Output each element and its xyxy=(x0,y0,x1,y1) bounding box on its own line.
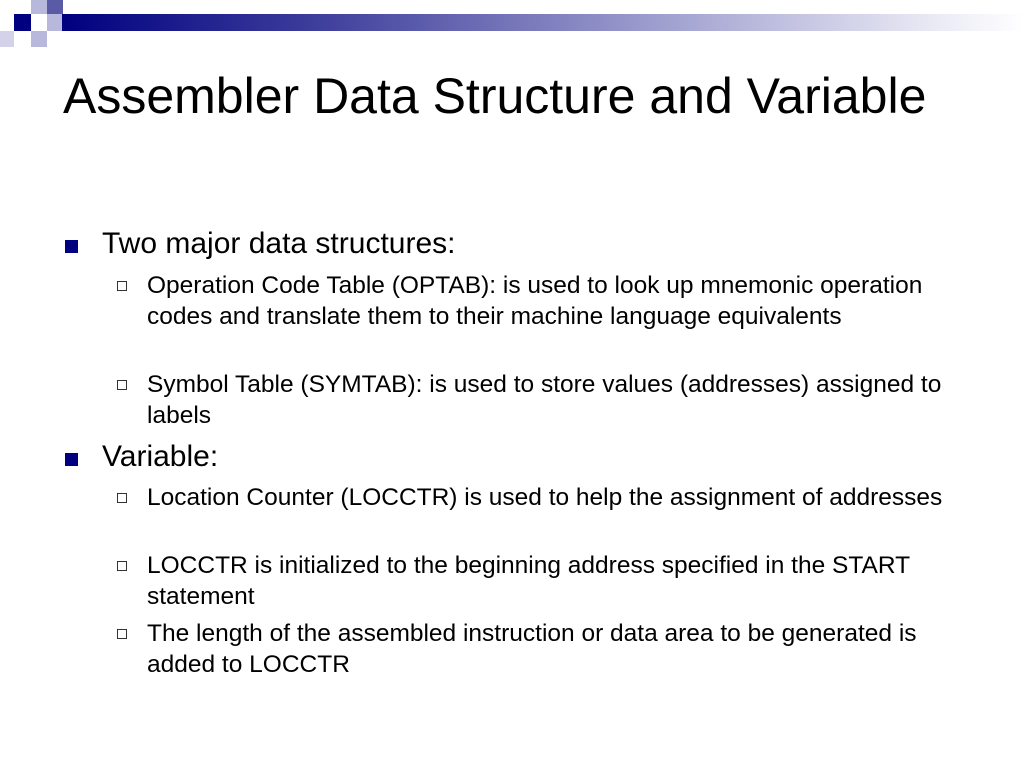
filled-square-icon xyxy=(65,453,78,466)
subitem-optab: Operation Code Table (OPTAB): is used to look up mnemonic operation codes and translate them to their machine language equivalents xyxy=(147,272,923,330)
hollow-square-icon xyxy=(117,561,127,571)
hollow-square-icon xyxy=(117,493,127,503)
subitem-locctr-init: LOCCTR is initialized to the beginning address specified in the START statement xyxy=(147,552,910,610)
subitem-length-added: The length of the assembled instruction or data area to be generated is added to LOCCTR xyxy=(147,620,917,678)
subitem-locctr-assignment: Location Counter (LOCCTR) is used to help the assignment of addresses xyxy=(147,484,943,511)
bullet-data-structures: Two major data structures: xyxy=(102,227,456,260)
slide-title: Assembler Data Structure and Variable xyxy=(63,68,927,124)
filled-square-icon xyxy=(65,240,78,253)
hollow-square-icon xyxy=(117,629,127,639)
subitem-symtab: Symbol Table (SYMTAB): is used to store values (addresses) assigned to labels xyxy=(147,371,942,429)
hollow-square-icon xyxy=(117,380,127,390)
bullet-variable: Variable: xyxy=(102,440,219,473)
hollow-square-icon xyxy=(117,281,127,291)
